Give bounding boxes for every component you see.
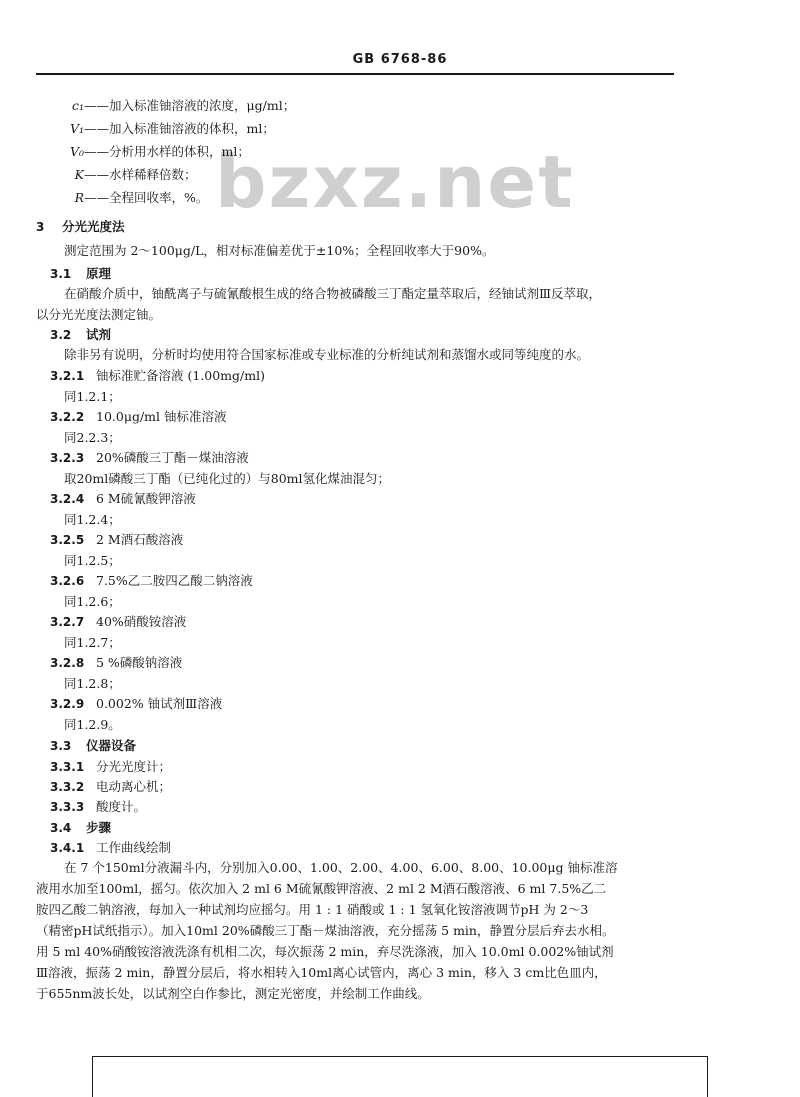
procedure-line: Ⅲ溶液，振荡 2 min，静置分层后，将水相转入10ml离心试管内，离心 3 min，移入 3 cm比色皿内，: [36, 965, 607, 980]
definition-v0: [62, 142, 250, 160]
reagent-item: [50, 694, 222, 712]
procedure-line: 在 7 个150ml分液漏斗内，分别加入0.00、1.00、2.00、4.00、6.00、8.00、10.00μg 铀标准溶: [64, 860, 618, 875]
section-title: 步骤: [86, 820, 112, 835]
header-rule: [36, 73, 674, 75]
definition-symbol: K: [74, 167, 84, 182]
procedure-line: 胺四乙酸二钠溶液，每加入一种试剂均应摇匀。用 1 : 1 硝酸或 1 : 1 氢氧化铵溶液调节pH 为 2～3: [36, 902, 589, 917]
definition-k: [62, 165, 197, 183]
reagent-ref: 同1.2.6；: [64, 594, 121, 609]
reagent-ref: 同1.2.9。: [64, 717, 121, 732]
reagent-name: 20%磷酸三丁酯－煤油溶液: [96, 450, 249, 465]
definition-r: [62, 188, 208, 206]
reagent-item: [50, 653, 182, 671]
section-3-1-heading: [50, 264, 111, 282]
equipment-number: 3.3.2: [50, 780, 85, 794]
section-3-2-heading: [50, 325, 111, 343]
definition-desc: ——加入标准铀溶液的浓度，μg/ml；: [84, 98, 296, 113]
reagent-item: [50, 530, 183, 548]
section-title: 试剂: [86, 327, 112, 342]
section-title: 仪器设备: [86, 738, 137, 753]
definition-v1: [62, 119, 275, 137]
definition-desc: ——加入标准铀溶液的体积，ml；: [84, 121, 275, 136]
equipment-name: 酸度计。: [96, 799, 147, 814]
reagent-ref: 同2.2.3；: [64, 430, 121, 445]
section-number: 3: [36, 220, 45, 234]
definition-symbol: V₀: [69, 144, 84, 159]
equipment-name: 分光光度计；: [96, 759, 172, 774]
equipment-item: [50, 757, 171, 775]
reagent-ref: 同1.2.8；: [64, 676, 121, 691]
definition-desc: ——水样稀释倍数；: [84, 167, 197, 182]
section-number: 3.1: [50, 267, 72, 281]
reagent-number: 3.2.7: [50, 615, 85, 629]
reagent-number: 3.2.5: [50, 533, 85, 547]
definition-symbol: c₁: [71, 98, 84, 113]
definition-desc: ——全程回收率，%。: [84, 190, 209, 205]
principle-line-1: 在硝酸介质中，铀酰离子与硫氰酸根生成的络合物被磷酸三丁酯定量萃取后，经铀试剂Ⅲ反萃取，: [64, 286, 602, 301]
measurement-range: 测定范围为 2～100μg/L，相对标准偏差优于±10%；全程回收率大于90%。: [64, 243, 495, 258]
standard-code-header: GB 6768-86: [352, 52, 448, 67]
reagent-number: 3.2.9: [50, 697, 85, 711]
principle-line-2: 以分光光度法测定铀。: [36, 307, 162, 322]
equipment-number: 3.3.3: [50, 800, 85, 814]
reagent-number: 3.2.1: [50, 369, 85, 383]
reagent-item: [50, 571, 253, 589]
reagent-number: 3.2.2: [50, 410, 85, 424]
reagent-number: 3.2.8: [50, 656, 85, 670]
reagent-ref: 同1.2.1；: [64, 389, 121, 404]
reagent-ref: 同1.2.5；: [64, 553, 121, 568]
reagent-ref: 同1.2.4；: [64, 512, 121, 527]
equipment-name: 电动离心机；: [96, 779, 172, 794]
procedure-line: 用 5 ml 40%硝酸铵溶液洗涤有机相二次，每次振荡 2 min，弃尽洗涤液，加入 10.0ml 0.002%铀试剂: [36, 944, 614, 959]
subsection-number: 3.4.1: [50, 841, 85, 855]
section-3-heading: [36, 217, 125, 235]
reagent-number: 3.2.6: [50, 574, 85, 588]
section-3-3-heading: [50, 736, 136, 754]
reagent-name: 40%硝酸铵溶液: [96, 614, 187, 629]
subsection-title: 工作曲线绘制: [96, 840, 172, 855]
reagent-name: 2 M酒石酸溶液: [96, 532, 184, 547]
equipment-number: 3.3.1: [50, 760, 85, 774]
reagent-number: 3.2.3: [50, 451, 85, 465]
section-3-4-heading: [50, 818, 111, 836]
reagent-item: [50, 489, 196, 507]
reagent-name: 5 %磷酸钠溶液: [96, 655, 183, 670]
reagent-ref: 同1.2.7；: [64, 635, 121, 650]
reagent-item: [50, 407, 227, 425]
section-title: 分光光度法: [62, 219, 125, 234]
reagent-name: 0.002% 铀试剂Ⅲ溶液: [96, 696, 223, 711]
equipment-item: [50, 797, 146, 815]
definition-desc: ——分析用水样的体积，ml；: [84, 144, 250, 159]
section-number: 3.2: [50, 328, 72, 342]
reagent-name: 7.5%乙二胺四乙酸二钠溶液: [96, 573, 253, 588]
section-title: 原理: [86, 266, 112, 281]
reagent-number: 3.2.4: [50, 492, 85, 506]
section-number: 3.3: [50, 739, 72, 753]
subsection-3-4-1-heading: [50, 838, 171, 856]
reagent-item: [50, 366, 265, 384]
definition-c1: [62, 96, 295, 114]
reagent-item: [50, 448, 249, 466]
procedure-line: （精密pH试纸指示）。加入10ml 20%磷酸三丁酯－煤油溶液，充分摇荡 5 min，静置分层后弃去水相。: [36, 923, 615, 938]
definition-symbol: R: [74, 190, 84, 205]
procedure-line: 液用水加至100ml，摇匀。依次加入 2 ml 6 M硫氰酸钾溶液、2 ml 2 M酒石酸溶液、6 ml 7.5%乙二: [36, 881, 607, 896]
equipment-item: [50, 777, 171, 795]
definition-symbol: V₁: [69, 121, 84, 136]
reagent-name: 6 M硫氰酸钾溶液: [96, 491, 196, 506]
procedure-line: 于655nm波长处，以试剂空白作参比，测定光密度，并绘制工作曲线。: [36, 986, 430, 1001]
reagent-name: 铀标准贮备溶液 (1.00mg/ml): [96, 368, 265, 383]
watermark: bzxz.net: [215, 140, 575, 224]
reagent-name: 10.0μg/ml 铀标准溶液: [96, 409, 227, 424]
reagent-ref: 取20ml磷酸三丁酯（已纯化过的）与80ml氢化煤油混匀；: [64, 471, 391, 486]
reagents-intro: 除非另有说明，分析时均使用符合国家标准或专业标准的分析纯试剂和蒸馏水或同等纯度的水。: [64, 347, 590, 362]
section-number: 3.4: [50, 821, 72, 835]
reagent-item: [50, 612, 186, 630]
